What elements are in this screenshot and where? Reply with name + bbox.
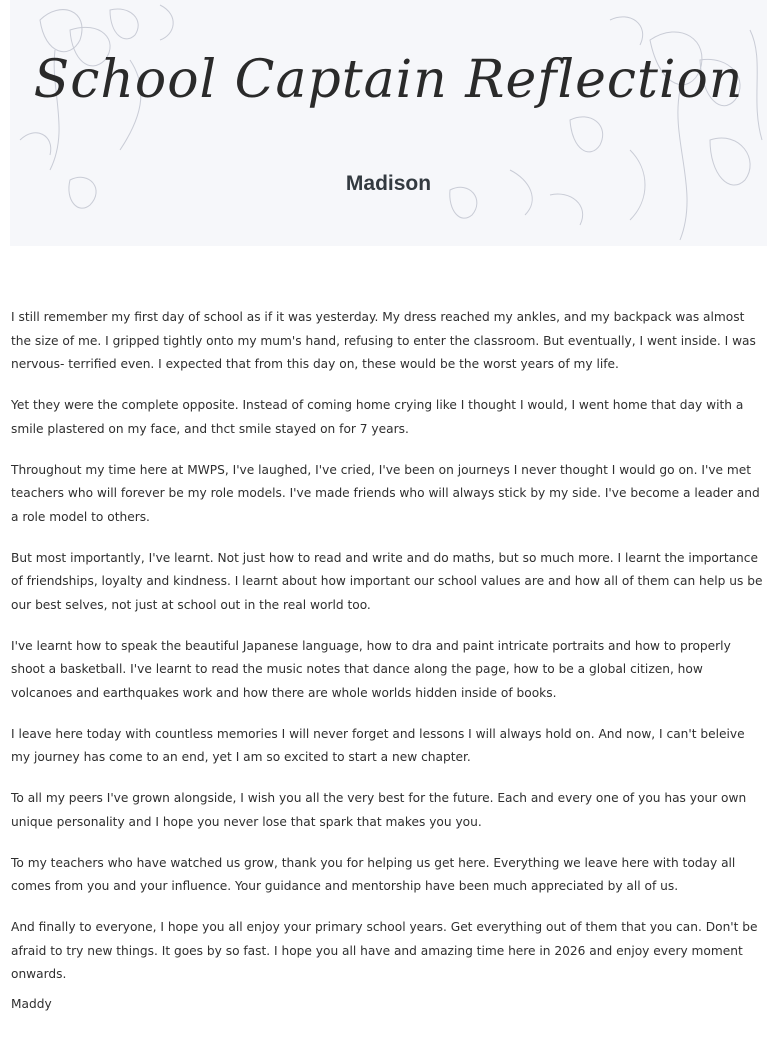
sign-off: Maddy [11,997,52,1011]
floral-illustration [10,0,767,246]
page-title: School Captain Reflection [33,50,744,110]
header-banner [10,0,767,246]
paragraph: I still remember my first day of school as if it was yesterday. My dress reached my ankles, and my backpack was almost the size of me. I gripped tightly onto my mum's hand, refusing to enter the classroom. But eventually, I went inside. I was nervous- terrified even. I expected that from this day on, these would be the worst years of my life. [11,310,756,371]
paragraph: I leave here today with countless memories I will never forget and lessons I will always hold on. And now, I can't beleive my journey has come to an end, yet I am so excited to start a new chapter. [11,726,745,764]
author-name: Madison [345,172,432,195]
paragraph: To all my peers I've grown alongside, I wish you all the very best for the future. Each and every one of you has your own unique personality and I hope you never lose that spark that makes you you. [11,791,747,829]
paragraph: I've learnt how to speak the beautiful Japanese language, how to dra and paint intricate portraits and how to properly shoot a basketball. I've learnt to read the music notes that dance along the page, how to be a global citizen, how volcanoes and earthquakes work and how there are whole worlds hidden inside of books. [11,638,731,700]
paragraph: Yet they were the complete opposite. Instead of coming home crying like I thought I would, I went home that day with a smile plastered on my face, and thct smile stayed on for 7 years. [11,398,744,436]
reflection-body [11,306,767,1004]
paragraph: And finally to everyone, I hope you all enjoy your primary school years. Get everything out of them that you can. Don't be afraid to try new things. It goes by so fast. I hope you all have and amazing time here in 2026 and enjoy every moment onwards. [11,920,758,981]
paragraph: But most importantly, I've learnt. Not just how to read and write and do maths, but so much more. I learnt the importance of friendships, loyalty and kindness. I learnt about how important our school values are and how all of them can help us be our best selves, not just at school out in the real world too. [11,550,763,612]
paragraph: Throughout my time here at MWPS, I've laughed, I've cried, I've been on journeys I never thought I would go on. I've met teachers who will forever be my role models. I've made friends who will always stick by my side. I've become a leader and a role model to others. [11,462,760,524]
paragraph: To my teachers who have watched us grow, thank you for helping us get here. Everything we leave here with today all comes from you and your influence. Your guidance and mentorship have been much appreciated by all of us. [11,855,736,893]
